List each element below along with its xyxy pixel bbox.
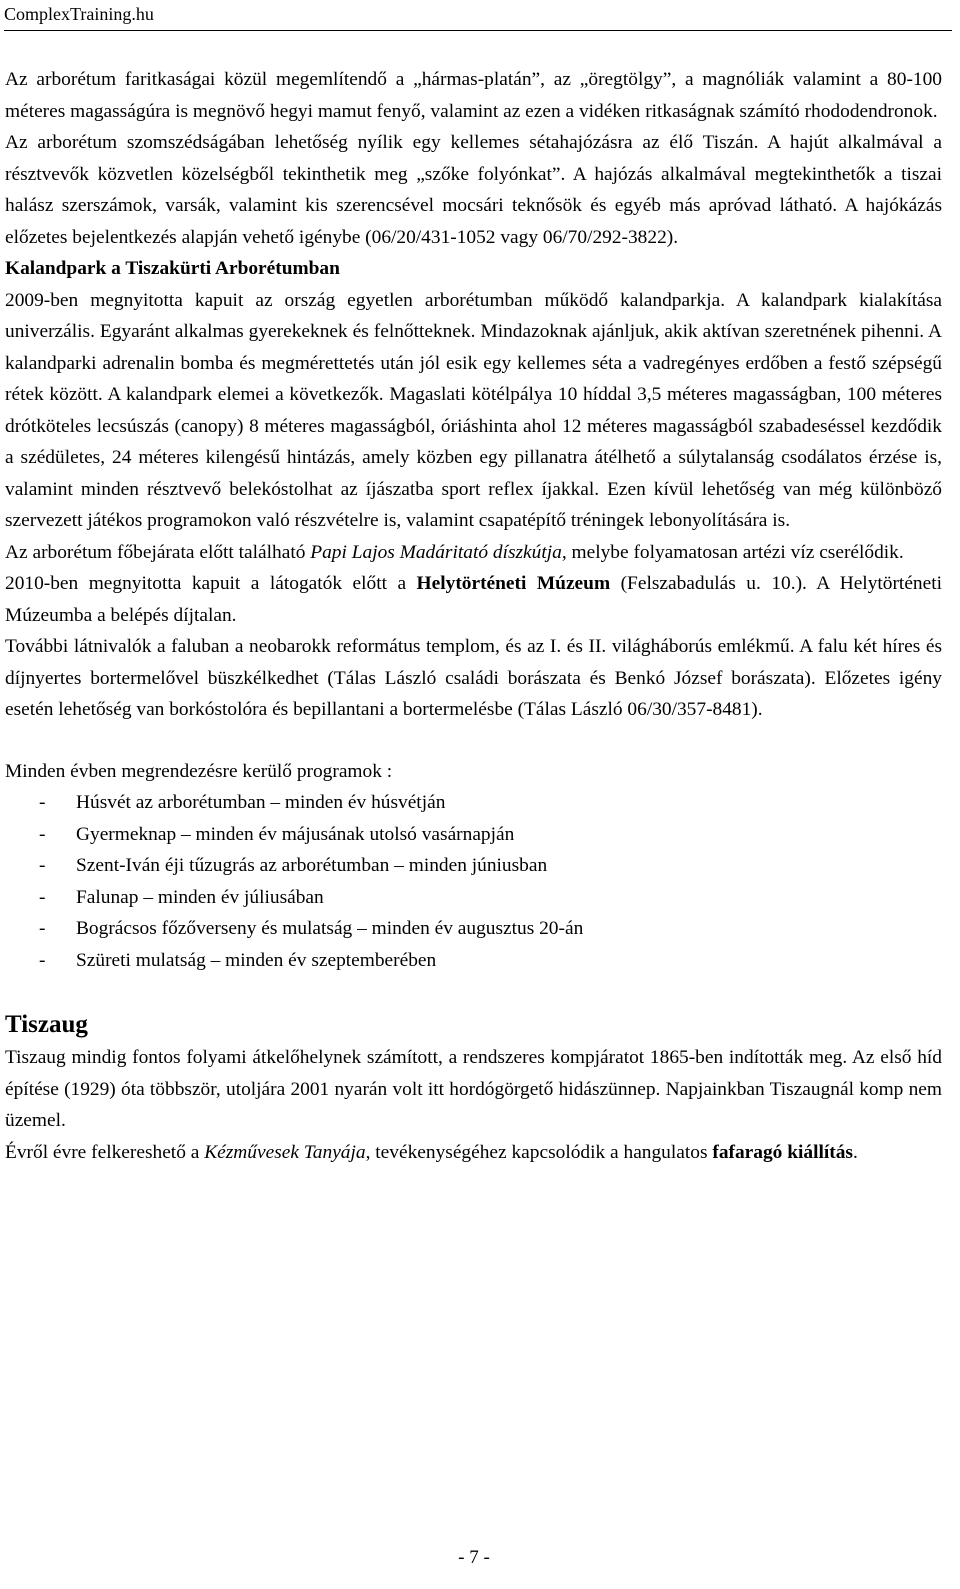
paragraph-more-sights: További látnivalók a faluban a neobarokk református templom, és az I. és II. világháborús emlékmű. A falu két híres és díjnyertes bortermelővel büszkélkedhet (Tálas László családi borászata és Benkó József borászata). Előzetes igény esetén lehetőség van borkóstolóra és bepillantani a bortermelésbe (Tálas László 06/30/357-8481). <box>5 636 942 720</box>
list-item-text: Gyermeknap – minden év májusának utolsó vasárnapján <box>76 823 515 845</box>
list-dash: - <box>39 886 46 908</box>
list-item-text: Szent-Iván éji tűzugrás az arborétumban – minden júniusban <box>76 855 548 876</box>
paragraph-fountain <box>5 537 942 569</box>
list-item-text: Falunap – minden év júliusában <box>76 886 324 908</box>
list-item <box>5 819 942 851</box>
list-dash: - <box>39 949 46 971</box>
fountain-name: Papi Lajos Madáritató díszkútja <box>310 541 562 563</box>
list-item-text: Szüreti mulatság – minden év szeptemberében <box>76 949 437 971</box>
list-dash: - <box>39 792 46 813</box>
heading-kalandpark: Kalandpark a Tiszakürti Arborétumban <box>5 258 340 279</box>
programs-list <box>5 787 942 976</box>
paragraph-kalandpark: 2009-ben megnyitotta kapuit az ország egyetlen arborétumban működő kalandparkja. A kalandpark kialakítása univerzális. Egyaránt alkalmas gyerekeknek és felnőtteknek. Mindazoknak ajánljuk, akik aktívan szeretnének pihenni. A kalandparki adrenalin bomba és megmérettetés után jól esik egy kellemes séta a vadregényes erdőben a festő szépségű rétek között. A kalandpark elemei a következők. Magaslati kötélpálya 10 híddal 3,5 méteres magasságban, 100 méteres drótköteles lecsúszás (canopy) 8 méteres magasságból, óriáshinta ahol 12 méteres magasságból szabadeséssel kezdődik a szédületes, 24 méteres kilengésű hintázás, amely közben egy pillanatra átélhető a súlytalanság csodálatos érzése is, valamint minden résztvevő belekóstolhat az íjászatba sport reflex íjakkal. Ezen kívül lehetőség van még különböző szervezett játékos programokon való részvételre is, valamint csapatépítő tréningek lebonyolítására is. <box>5 289 942 531</box>
list-item <box>5 787 942 819</box>
list-item-text: Bográcsos főzőverseny és mulatság – minden év augusztus 20-án <box>76 918 584 939</box>
page-number: - 7 - <box>458 1547 490 1568</box>
paragraph-trees: Az arborétum faritkaságai közül megemlítendő a „hármas-platán”, az „öregtölgy”, a magnóliák valamint a 80-100 méteres magasságúra is megnövő hegyi mamut fenyő, valamint az ezen a vidéken ritkaságnak számító rhododendronok. <box>5 69 942 122</box>
crafts-text-after: , tevékenységéhez kapcsolódik a hangulatos <box>365 1141 713 1163</box>
exhibition-name: fafaragó kiállítás <box>712 1141 853 1163</box>
list-dash: - <box>39 918 46 939</box>
header-title: ComplexTraining.hu <box>4 4 154 24</box>
list-dash: - <box>39 855 46 876</box>
museum-text-before: 2010-ben megnyitotta kapuit a látogatók előtt a <box>5 573 417 594</box>
list-item <box>5 913 942 945</box>
museum-name: Helytörténeti Múzeum <box>416 573 611 594</box>
crafts-name: Kézművesek Tanyája <box>204 1141 366 1163</box>
page-header <box>4 2 952 31</box>
fountain-text-after: , melybe folyamatosan artézi víz cserélődik. <box>561 541 904 563</box>
list-dash: - <box>39 823 46 845</box>
fountain-text-before: Az arborétum főbejárata előtt található <box>5 541 311 563</box>
crafts-text-before: Évről évre felkereshető a <box>5 1141 205 1163</box>
paragraph-tiszaug: Tiszaug mindig fontos folyami átkelőhelynek számított, a rendszeres kompjáratot 1865-ben indították meg. Az első híd építése (1929) óta többször, utoljára 2001 nyarán volt itt hordógörgető hidászünnep. Napjainkban Tiszaugnál komp nem üzemel. <box>5 1047 942 1131</box>
paragraph-crafts <box>5 1137 942 1169</box>
museum-text-after: (Felszabadulás u. 10.). A Helytörténeti Múzeumba a belépés díjtalan. <box>5 573 942 626</box>
paragraph-museum <box>5 568 942 631</box>
list-item <box>5 945 942 977</box>
list-item <box>5 882 942 914</box>
paragraph-boat-trip: Az arborétum szomszédságában lehetőség nyílik egy kellemes sétahajózásra az élő Tiszán. A hajút alkalmával a résztvevők közvetlen közelségből tekinthetik meg „szőke folyónkat”. A hajózás alkalmával megtekinthetők a tiszai halász szerszámok, varsák, valamint kis szerencsével mocsári teknősök és egyéb más apróvad látható. A hajókázás előzetes bejelentkezés alapján vehető igénybe (06/20/431-1052 vagy 06/70/292-3822). <box>5 132 942 248</box>
list-item <box>5 850 942 882</box>
heading-tiszaug: Tiszaug <box>5 1011 88 1038</box>
list-item-text: Húsvét az arborétumban – minden év húsvétján <box>76 792 446 813</box>
programs-intro: Minden évben megrendezésre kerülő programok : <box>5 760 393 782</box>
document-body <box>5 64 942 1168</box>
crafts-text-end: . <box>852 1141 858 1163</box>
